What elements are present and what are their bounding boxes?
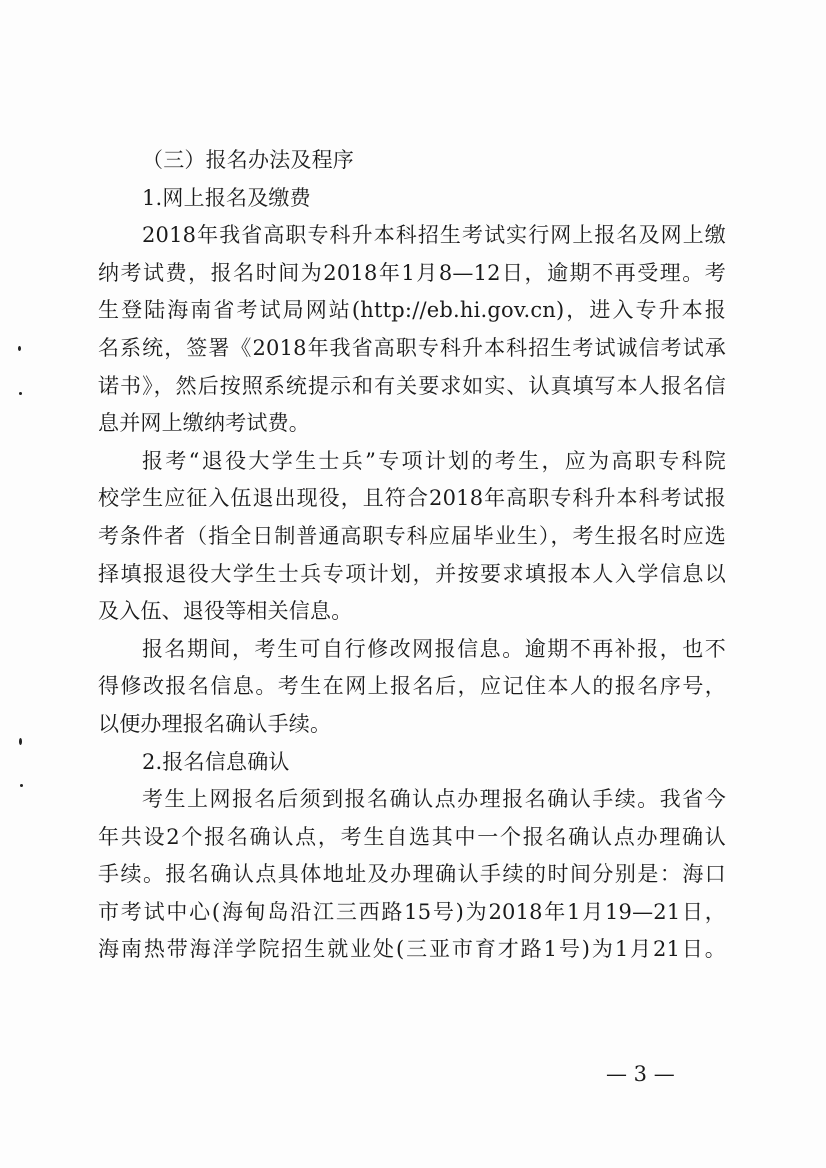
paragraph-line: 及入伍、退役等相关信息。 bbox=[98, 599, 353, 624]
subsection-heading: 2.报名信息确认 bbox=[142, 749, 290, 774]
subsection-heading: 1.网上报名及缴费 bbox=[142, 185, 311, 210]
paragraph-line: 以便办理报名确认手续。 bbox=[98, 711, 332, 736]
scan-speck bbox=[19, 738, 22, 745]
scan-speck bbox=[20, 784, 23, 787]
paragraph-line: 市考试中心(海甸岛沿江三西路15号)为2018年1月19—21日， bbox=[98, 899, 727, 924]
paragraph-line: 考生上网报名后须到报名确认点办理报名确认手续。我省今 bbox=[142, 787, 726, 812]
paragraph-line: 2018年我省高职专科升本科招生考试实行网上报名及网上缴 bbox=[142, 223, 726, 248]
paragraph-line: 纳考试费，报名时间为2018年1月8—12日，逾期不再受理。考 bbox=[98, 260, 726, 285]
paragraph-line: 手续。报名确认点具体地址及办理确认手续的时间分别是：海口 bbox=[98, 862, 726, 887]
paragraph-line: 报考“退役大学生士兵”专项计划的考生，应为高职专科院 bbox=[142, 448, 726, 473]
paragraph-line: 息并网上缴纳考试费。 bbox=[98, 411, 310, 436]
paragraph-line: 年共设2个报名确认点，考生自选其中一个报名确认点办理确认 bbox=[98, 824, 726, 849]
paragraph-line: 报名期间，考生可自行修改网报信息。逾期不再补报，也不 bbox=[142, 636, 726, 661]
paragraph-line: 诺书》，然后按照系统提示和有关要求如实、认真填写本人报名信 bbox=[98, 373, 726, 398]
paragraph-line: 名系统，签署《2018年我省高职专科升本科招生考试诚信考试承 bbox=[98, 335, 726, 360]
paragraph-line: 生登陆海南省考试局网站(http://eb.hi.gov.cn)，进入专升本报 bbox=[98, 298, 726, 323]
scan-speck bbox=[18, 346, 21, 351]
paragraph-line: 择填报退役大学生士兵专项计划，并按要求填报本人入学信息以 bbox=[98, 561, 726, 586]
section-heading: （三）报名办法及程序 bbox=[142, 148, 354, 172]
paragraph-line: 校学生应征入伍退出现役，且符合2018年高职专科升本科考试报 bbox=[98, 486, 726, 511]
paragraph-line: 得修改报名信息。考生在网上报名后，应记住本人的报名序号， bbox=[98, 674, 726, 699]
document-body bbox=[98, 142, 726, 969]
paragraph-line: 海南热带海洋学院招生就业处(三亚市育才路1号)为1月21日。 bbox=[98, 937, 726, 962]
scan-speck bbox=[19, 392, 22, 395]
paragraph-line: 考条件者（指全日制普通高职专科应届毕业生），考生报名时应选 bbox=[98, 523, 726, 548]
page-number: — 3 — bbox=[606, 1062, 675, 1086]
